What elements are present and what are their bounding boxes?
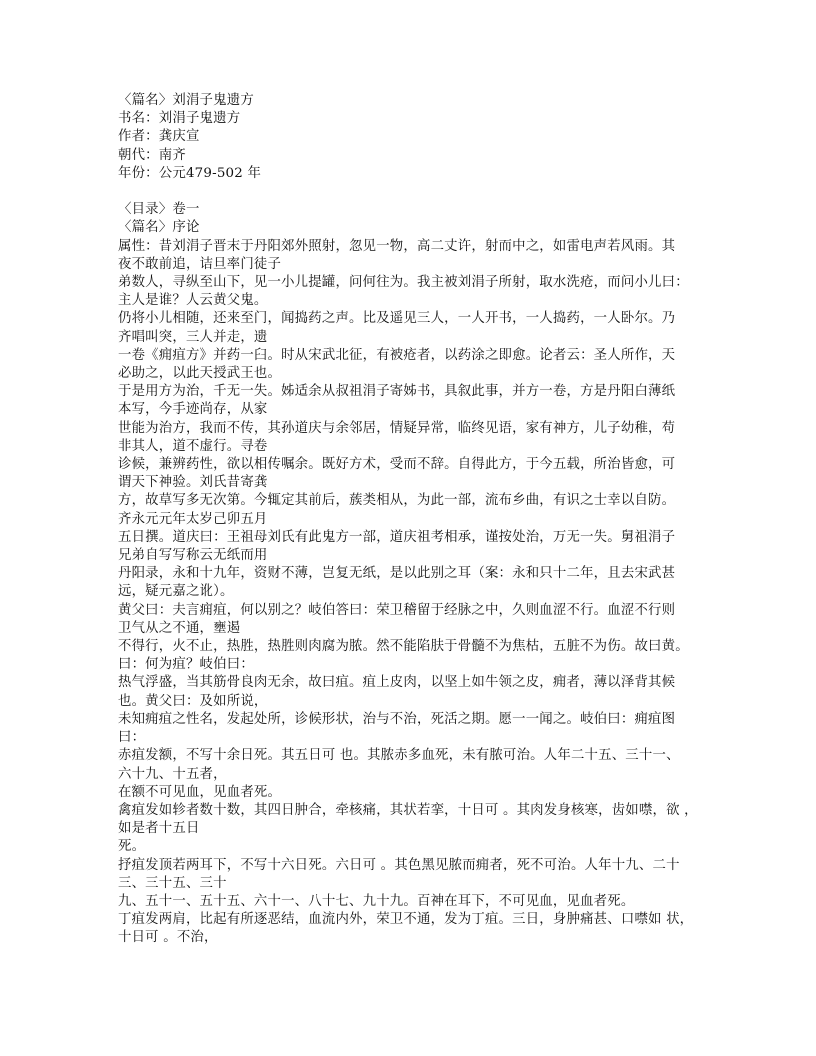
body-line: 〈目录〉卷一 (118, 202, 200, 218)
body-line: 卫气从之不通，壅遏 (118, 620, 241, 636)
body-line: 弟数人，寻纵至山下，见一小儿提罐，问何往为。我主被刘涓子所射，取水洗疮，而问小儿曰： (118, 275, 689, 291)
body-line: 三、三十五、三十 (118, 875, 227, 891)
body-line: 一卷《痈疽方》并药一臼。时从宋武北征，有被疮者，以药涂之即愈。论者云：圣人所作，天 (118, 347, 676, 363)
body-line: 必助之，以此天授武王也。 (118, 366, 282, 382)
blank-spacer (118, 183, 702, 201)
body-line: 十日可 。不治， (118, 930, 218, 946)
header-line-year: 年份：公元479-502 年 (118, 165, 262, 181)
body-line: 仍将小儿相随，还来至门，闻捣药之声。比及遥见三人，一人开书，一人捣药，一人卧尔。乃 (118, 311, 676, 327)
body-line: 主人是谁？人云黄父鬼。 (118, 293, 268, 309)
body-line: 六十九、十五者， (118, 766, 227, 782)
document-body (118, 201, 702, 947)
body-line: 丹阳录，永和十九年，资财不薄，岂复无纸，是以此别之耳（案：永和只十二年，且去宋武甚 (118, 566, 676, 582)
body-line: 齐永元元年太岁己卯五月 (118, 511, 268, 527)
body-line: 世能为治方，我而不传，其孙道庆与余邻居，情疑异常，临终见语，家有神方，儿子幼稚，苟 (118, 420, 676, 436)
body-line: 抒疽发顶若两耳下，不写十六日死。六日可 。其色黑见脓而痈者，死不可治。人年十九、二十 (118, 857, 680, 873)
document-page (118, 92, 702, 948)
body-line: 赤疽发额，不写十余日死。其五日可 也。其脓赤多血死，未有脓可治。人年二十五、三十一、 (118, 748, 680, 764)
header-line-author: 作者：龚庆宣 (118, 129, 200, 145)
body-line: 曰： (118, 730, 146, 746)
body-line: 谓天下神验。刘氏昔寄龚 (118, 475, 268, 491)
body-line: 在额不可见血，见血者死。 (118, 784, 282, 800)
body-line: 属性：昔刘涓子晋末于丹阳郊外照射，忽见一物，高二丈许，射而中之，如雷电声若风雨。其 (118, 238, 676, 254)
body-line: 诊候，兼辨药性，欲以相传嘱余。既好方术，受而不辞。自得此方，于今五载，所治皆愈，可 (118, 457, 676, 473)
body-line: 不得行，火不止，热胜，热胜则肉腐为脓。然不能陷肤于骨髓不为焦枯，五脏不为伤。故曰黄。 (118, 639, 689, 655)
header-line-book: 书名：刘涓子鬼遗方 (118, 111, 241, 127)
body-line: 未知痈疽之性名，发起处所，诊候形状，治与不治，死活之期。愿一一闻之。岐伯曰：痈疽图 (118, 711, 676, 727)
body-line: 兄弟自写写称云无纸而用 (118, 548, 268, 564)
body-line: 禽疽发如轸者数十数，其四日肿合，牵核痛，其状若挛，十日可 。其肉发身核寒，齿如噤，欲 ， (118, 802, 698, 818)
body-line: 丁疽发两肩，比起有所逐恶结，血流内外，荣卫不通，发为丁疽。三日，身肿痛甚、口噤如 状， (118, 912, 694, 928)
body-line: 如是者十五日 (118, 821, 200, 837)
body-line: 夜不敢前追，诘旦率门徒子 (118, 256, 282, 272)
body-line: 本写，今手迹尚存，从家 (118, 402, 268, 418)
body-line: 九、五十一、五十五、六十一、八十七、九十九。百神在耳下，不可见血，见血者死。 (118, 893, 635, 909)
body-line: 五日撰。道庆曰：王祖母刘氏有此鬼方一部，道庆祖考相承，谨按处治，万无一失。舅祖涓子 (118, 529, 676, 545)
body-line: 于是用方为治，千无一失。姊适余从叔祖涓子寄姊书，具叙此事，并方一卷，方是丹阳白薄纸 (118, 384, 676, 400)
document-header (118, 92, 702, 183)
body-line: 远，疑元嘉之讹）。 (118, 584, 234, 600)
header-line-dynasty: 朝代：南齐 (118, 147, 186, 163)
body-line: 热气浮盛，当其筋骨良肉无余，故曰疽。疽上皮肉，以坚上如牛领之皮，痈者，薄以泽背其候 (118, 675, 676, 691)
body-line: 齐唱叫突，三人并走，遗 (118, 329, 268, 345)
body-line: 非其人，道不虚行。寻卷 (118, 438, 268, 454)
body-line: 死。 (118, 839, 146, 855)
body-line: 黄父曰：夫言痈疽，何以别之？岐伯答曰：荣卫稽留于经脉之中，久则血涩不行。血涩不行则 (118, 602, 676, 618)
body-line: 也。黄父曰：及如所说， (118, 693, 268, 709)
body-line: 方，故草写多无次第。今辄定其前后，蔟类相从，为此一部，流布乡曲，有识之士幸以自防。 (118, 493, 676, 509)
body-line: 曰：何为疽？岐伯曰： (118, 657, 254, 673)
header-line-title: 〈篇名〉刘涓子鬼遗方 (118, 93, 254, 108)
body-line: 〈篇名〉序论 (118, 220, 200, 236)
